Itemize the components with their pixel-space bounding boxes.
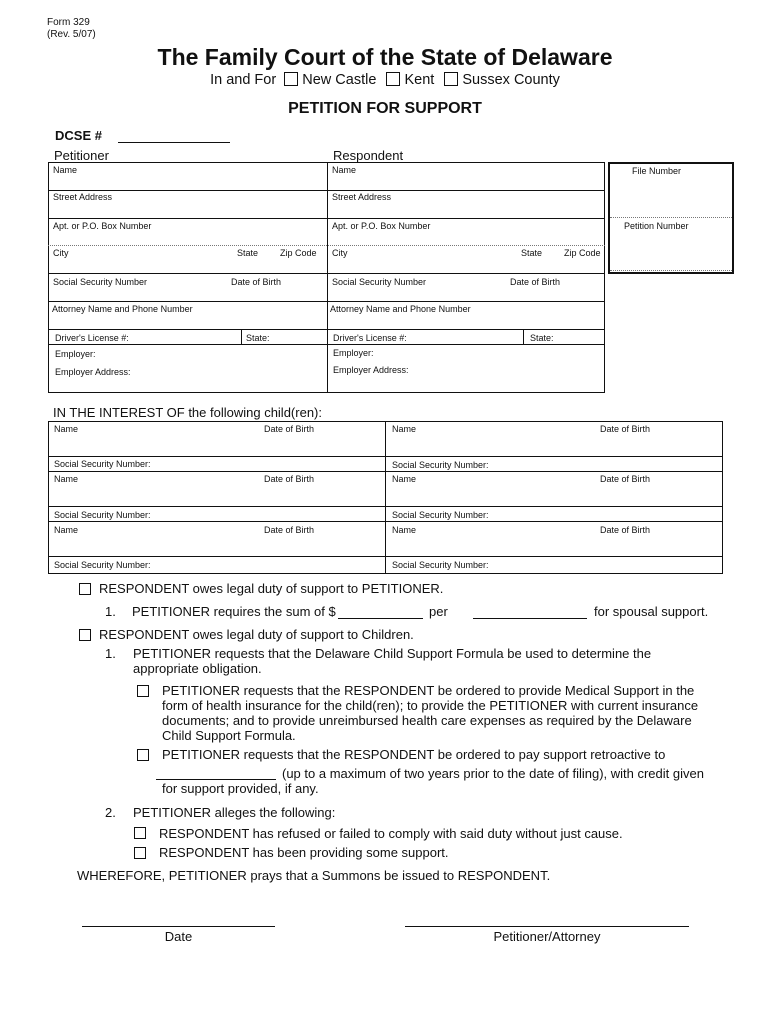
wherefore-text: WHEREFORE, PETITIONER prays that a Summons be issued to RESPONDENT. xyxy=(77,868,551,883)
child-5-dob[interactable]: Date of Birth xyxy=(264,525,315,535)
county-sussex: Sussex County xyxy=(462,72,560,88)
county-prefix: In and For xyxy=(210,72,277,88)
respondent-name-field[interactable]: Name xyxy=(332,165,357,175)
child-4-dob[interactable]: Date of Birth xyxy=(600,474,651,484)
dcse-input[interactable] xyxy=(118,142,230,143)
child-5-name[interactable]: Name xyxy=(54,525,79,535)
duty-petitioner-text: RESPONDENT owes legal duty of support to PETITIONER. xyxy=(99,581,444,596)
office-use-box xyxy=(608,162,734,274)
retroactive-continued-text: (up to a maximum of two years prior to the date of filing), with credit given for support provided, if any. xyxy=(162,766,704,796)
form-number: Form 329 xyxy=(47,17,90,28)
petitioner-license-state-field[interactable]: State: xyxy=(246,333,270,343)
checkbox-medical-support[interactable] xyxy=(137,685,149,697)
form-id xyxy=(47,17,96,41)
court-title: The Family Court of the State of Delaware xyxy=(157,44,613,70)
county-selection xyxy=(0,72,770,88)
county-new-castle: New Castle xyxy=(302,72,377,88)
petitioner-employer-address-field[interactable]: Employer Address: xyxy=(55,367,131,377)
child-2-dob[interactable]: Date of Birth xyxy=(600,424,651,434)
petitioner-employer-field[interactable]: Employer: xyxy=(55,349,96,359)
child-5-ssn[interactable]: Social Security Number: xyxy=(54,560,151,570)
petitioner-street-field[interactable]: Street Address xyxy=(53,192,113,202)
petitioner-name-field[interactable]: Name xyxy=(53,165,78,175)
child-4-ssn[interactable]: Social Security Number: xyxy=(392,510,489,520)
form-revision: (Rev. 5/07) xyxy=(47,29,96,40)
respondent-license-state-field[interactable]: State: xyxy=(530,333,554,343)
signer-label: Petitioner/Attorney xyxy=(493,929,601,944)
spousal-text: PETITIONER requires the sum of $ xyxy=(132,604,336,619)
petitioner-license-field[interactable]: Driver's License #: xyxy=(55,333,129,343)
child-3-ssn[interactable]: Social Security Number: xyxy=(54,510,151,520)
alleges-number: 2. xyxy=(105,805,116,820)
petitioner-heading: Petitioner xyxy=(54,148,109,163)
date-label: Date xyxy=(164,929,193,944)
spousal-period-input[interactable] xyxy=(473,618,587,619)
petitioner-ssn-field[interactable]: Social Security Number xyxy=(53,277,148,287)
child-1-dob[interactable]: Date of Birth xyxy=(264,424,315,434)
petitioner-city-field[interactable]: City xyxy=(53,248,69,258)
respondent-attorney-field[interactable]: Attorney Name and Phone Number xyxy=(330,304,471,314)
children-heading: IN THE INTEREST OF the following child(ren): xyxy=(53,405,322,420)
checkbox-retroactive[interactable] xyxy=(137,749,149,761)
child-4-name[interactable]: Name xyxy=(392,474,417,484)
spousal-number: 1. xyxy=(105,604,116,619)
formula-number: 1. xyxy=(105,646,116,661)
petition-number-field[interactable]: Petition Number xyxy=(624,221,689,231)
child-6-ssn[interactable]: Social Security Number: xyxy=(392,560,489,570)
providing-text: RESPONDENT has been providing some support. xyxy=(159,845,449,860)
checkbox-providing[interactable] xyxy=(134,847,146,859)
child-3-name[interactable]: Name xyxy=(54,474,79,484)
date-signature-line[interactable] xyxy=(82,926,275,927)
respondent-apt-field[interactable]: Apt. or P.O. Box Number xyxy=(332,221,431,231)
respondent-dob-field[interactable]: Date of Birth xyxy=(510,277,561,287)
respondent-city-field[interactable]: City xyxy=(332,248,348,258)
child-1-name[interactable]: Name xyxy=(54,424,79,434)
spousal-per: per xyxy=(429,604,448,619)
respondent-zip-field[interactable]: Zip Code xyxy=(564,248,601,258)
petitioner-zip-field[interactable]: Zip Code xyxy=(280,248,317,258)
checkbox-new-castle[interactable] xyxy=(284,72,298,86)
file-number-field[interactable]: File Number xyxy=(632,166,682,176)
refused-text: RESPONDENT has refused or failed to comply with said duty without just cause. xyxy=(159,826,623,841)
petitioner-apt-field[interactable]: Apt. or P.O. Box Number xyxy=(53,221,152,231)
dcse-label: DCSE # xyxy=(55,128,102,143)
child-1-ssn[interactable]: Social Security Number: xyxy=(54,459,151,469)
child-3-dob[interactable]: Date of Birth xyxy=(264,474,315,484)
respondent-heading: Respondent xyxy=(333,148,404,163)
county-kent: Kent xyxy=(404,72,435,88)
alleges-text: PETITIONER alleges the following: xyxy=(133,805,336,820)
spousal-amount-input[interactable] xyxy=(338,618,423,619)
child-2-ssn[interactable]: Social Security Number: xyxy=(392,460,489,470)
child-2-name[interactable]: Name xyxy=(392,424,417,434)
checkbox-refused[interactable] xyxy=(134,827,146,839)
respondent-state-field[interactable]: State xyxy=(521,248,543,258)
child-6-dob[interactable]: Date of Birth xyxy=(600,525,651,535)
petitioner-attorney-field[interactable]: Attorney Name and Phone Number xyxy=(52,304,193,314)
checkbox-duty-petitioner[interactable] xyxy=(79,583,91,595)
respondent-employer-field[interactable]: Employer: xyxy=(333,348,374,358)
child-6-name[interactable]: Name xyxy=(392,525,417,535)
checkbox-sussex[interactable] xyxy=(444,72,458,86)
medical-support-text: PETITIONER requests that the RESPONDENT be ordered to provide Medical Support in the form of health insurance for the child(ren); to provide the PETITIONER with current insurance documents; and to provide unreimbursed health care expenses as required by the Delaware Child Support Formula. xyxy=(162,683,699,743)
petition-title: PETITION FOR SUPPORT xyxy=(288,100,482,117)
retroactive-text: PETITIONER requests that the RESPONDENT be ordered to pay support retroactive to xyxy=(162,747,666,762)
checkbox-kent[interactable] xyxy=(386,72,400,86)
respondent-street-field[interactable]: Street Address xyxy=(332,192,392,202)
respondent-employer-address-field[interactable]: Employer Address: xyxy=(333,365,409,375)
spousal-end: for spousal support. xyxy=(594,604,709,619)
formula-text: PETITIONER requests that the Delaware Child Support Formula be used to determine the appropriate obligation. xyxy=(133,646,652,676)
respondent-ssn-field[interactable]: Social Security Number xyxy=(332,277,427,287)
petitioner-dob-field[interactable]: Date of Birth xyxy=(231,277,282,287)
petitioner-state-field[interactable]: State xyxy=(237,248,259,258)
duty-children-text: RESPONDENT owes legal duty of support to Children. xyxy=(99,627,414,642)
signer-signature-line[interactable] xyxy=(405,926,689,927)
checkbox-duty-children[interactable] xyxy=(79,629,91,641)
respondent-license-field[interactable]: Driver's License #: xyxy=(333,333,407,343)
